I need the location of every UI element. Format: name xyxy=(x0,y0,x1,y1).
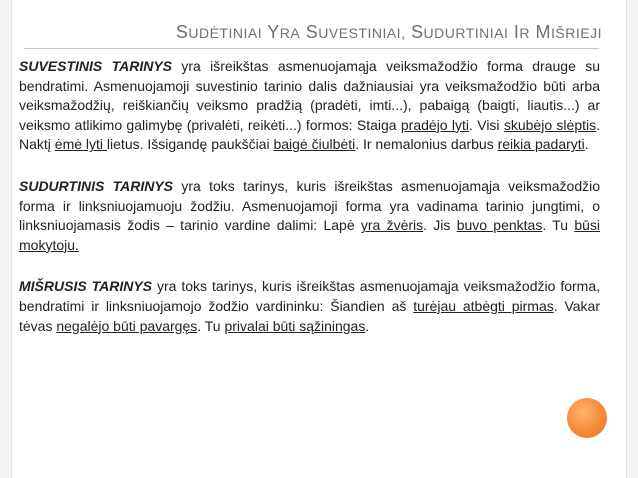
title-word-rest: RA xyxy=(279,25,301,41)
paragraph-text: yra toks tarinys, kuris išreikštas asmenuojamąja veiksmažodžio forma ir linksniuojamuoju žodžiu. Asmenuojamoji forma yra vadinama tarinio jungtimi, o linksniuojamasis žodis – tarinio vardine dalimi: Lapė xyxy=(19,177,600,234)
paragraph xyxy=(19,277,600,336)
example-predicate: reikia padaryti xyxy=(497,136,585,153)
paragraph-text: lietus. Išsigandę paukščiai xyxy=(106,136,274,153)
example-predicate: skubėjo slėptis xyxy=(503,116,597,133)
paragraph-text: . Naktį xyxy=(19,116,601,153)
term-heading: MIŠRUSIS TARINYS xyxy=(19,278,153,295)
paragraph-text: . Visi xyxy=(469,116,504,133)
example-predicate: baigė čiulbėti xyxy=(273,136,356,153)
title-word xyxy=(536,22,602,42)
slide-body xyxy=(19,57,600,358)
example-predicate: pradėjo lyti xyxy=(400,116,470,133)
example-predicate: buvo penktas xyxy=(456,217,543,234)
paragraph-text: . Tu xyxy=(197,317,225,334)
title-word-rest: UVESTINIAI, xyxy=(318,25,406,41)
decorative-orange-circle-icon xyxy=(567,398,607,438)
example-predicate: būsi mokytoju. xyxy=(19,217,601,253)
example-predicate: negalėjo būti pavargęs xyxy=(56,317,198,334)
title-word-initial: Y xyxy=(267,22,280,42)
paragraph-text: . Ir nemalonius darbus xyxy=(355,136,498,153)
term-heading: SUDURTINIS TARINYS xyxy=(19,177,174,194)
paragraph-text: . Vakar tėvas xyxy=(19,297,600,334)
paragraph-text: yra toks tarinys, kuris išreikštas asmenuojamąja veiksmažodžio forma, bendratimi ir linksniuojamojo žodžio vardininku: Šiandien aš xyxy=(19,278,600,314)
title-word xyxy=(176,22,262,42)
title-word-initial: S xyxy=(410,22,424,42)
paragraph-text: yra išreikštas asmenuojamąja veiksmažodžio forma drauge su bendratimi. Asmenuojamoji suvestinio tarinio dalis dažniausiai yra veiksmažodžio būti arba veiksmažodžių, reiškiančių veiksmo pradžią (pradėti, imti...), pabaigą (baigti, liautis...) ar veiksmo atlikimo galimybę (privalėti, reikėti...) formos: Staiga xyxy=(19,58,600,133)
paragraph xyxy=(19,177,600,255)
title-word xyxy=(267,22,300,42)
title-word xyxy=(411,22,508,42)
title-word-initial: I xyxy=(513,22,520,42)
example-predicate: turėjau atbėgti pirmas xyxy=(413,297,554,314)
slide-title xyxy=(24,22,602,43)
example-predicate: ėmė lyti xyxy=(54,136,107,153)
example-predicate: yra žvėris xyxy=(360,217,424,234)
paragraph-text: . Jis xyxy=(423,217,457,234)
title-word-initial: S xyxy=(305,22,319,42)
slide-frame-left xyxy=(0,0,12,478)
title-word-initial: M xyxy=(535,22,552,42)
title-word-rest: UDURTINIAI xyxy=(423,25,509,41)
title-word-rest: UDĖTINIAI xyxy=(188,25,263,41)
paragraph-text: . xyxy=(365,317,370,334)
title-word xyxy=(306,22,406,42)
title-word-rest: IŠRIEJI xyxy=(551,25,602,41)
title-word xyxy=(514,22,530,42)
paragraph-text: . xyxy=(584,136,589,153)
paragraph xyxy=(19,57,600,155)
slide-frame-right xyxy=(626,0,638,478)
example-predicate: privalai būti sąžiningas xyxy=(224,317,366,334)
title-word-rest: R xyxy=(519,25,531,41)
term-heading: SUVESTINIS TARINYS xyxy=(19,58,172,74)
title-word-initial: S xyxy=(175,22,189,42)
paragraph-text: . Tu xyxy=(542,217,575,234)
title-divider xyxy=(24,48,599,49)
